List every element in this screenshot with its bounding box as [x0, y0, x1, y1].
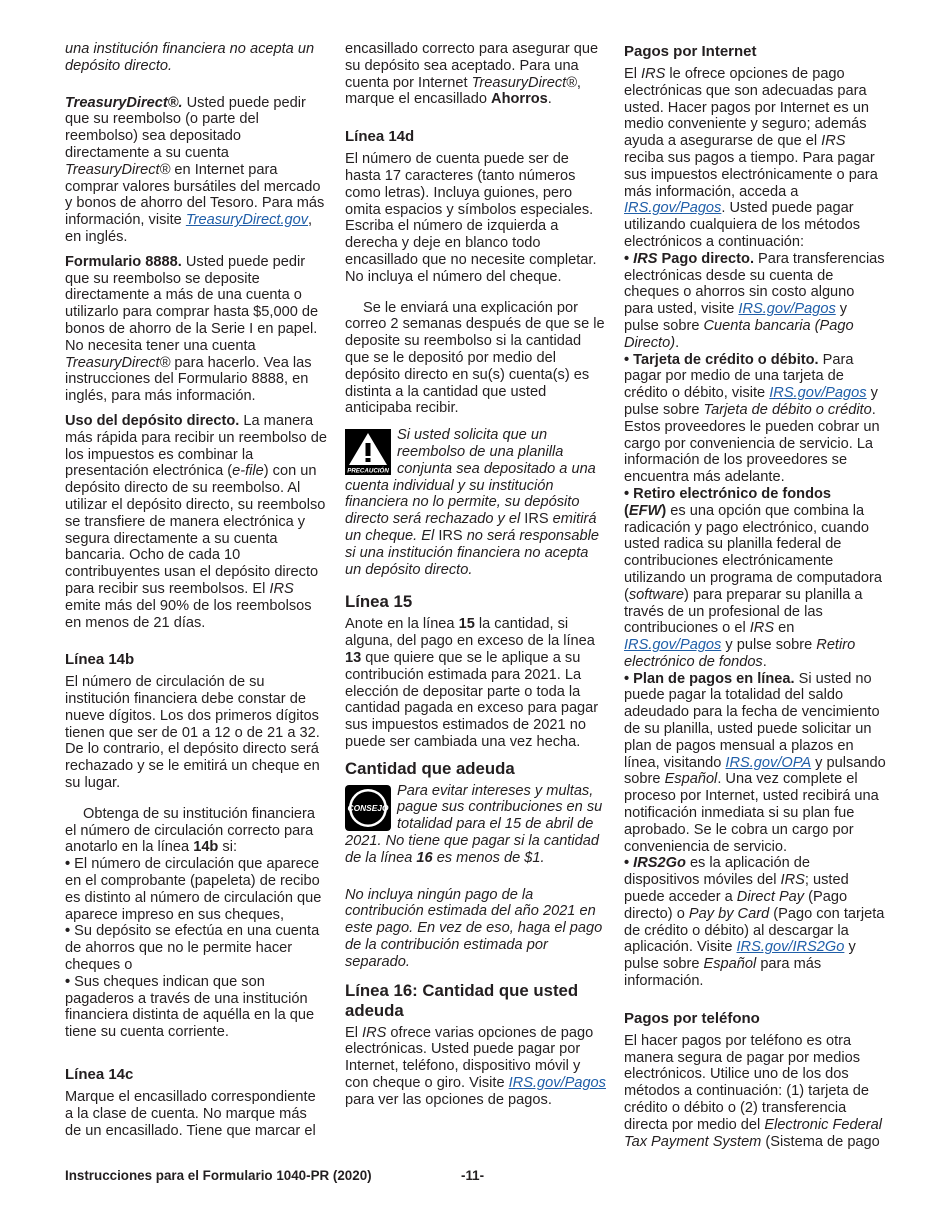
- paragraph: Anote en la línea 15 la cantidad, si alguna, del pago en exceso de la línea 13 que quiere que se le aplique a su contribución estimada para 2021. La elección de depositar parte o toda la cantidad pagada en exceso para pagar sus impuestos estimados de 2021 no puede ser cambiada una vez hecha.: [345, 616, 599, 750]
- paragraph: una institución financiera no acepta un depósito directo.: [65, 41, 315, 74]
- heading-line-16: Línea 16: Cantidad que usted adeuda: [345, 980, 579, 1020]
- paragraph: El hacer pagos por teléfono es otra manera segura de pagar por medios electrónicos. Utilice uno de los dos métodos a continuación: (1) tarjeta de crédito o débito o (2) transferencia directa por medio del Electronic Federal Tax Payment System (Sistema de pago: [624, 1032, 882, 1150]
- treasurydirect-link[interactable]: TreasuryDirect.gov: [185, 212, 309, 229]
- list-item: • Sus cheques indican que son pagaderos a través de una institución financiera distinta de aquélla en la que tiene su cuenta corriente.: [65, 974, 327, 1041]
- irs-pagos-link[interactable]: IRS.gov/Pagos: [624, 200, 722, 217]
- heading-internet-payments: Pagos por Internet: [624, 43, 757, 60]
- list-item-irs2go: • IRS2Go es la aplicación de dispositivos móviles del IRS; usted puede acceder a Direct Pay (Pago directo) o Pay by Card (Pago con tarjeta de crédito o débito) al descargar la aplicación. Visite IRS.gov/IRS2Go y pulse sobre Español para más información.: [624, 855, 886, 989]
- heading-phone-payments: Pagos por teléfono: [624, 1009, 760, 1027]
- paragraph: El número de cuenta puede ser de hasta 17 caracteres (tanto números como letras). Incluya guiones, pero omita espacios y símbolos especiales. Escriba el número de izquierda a derecha y deje en blanco todo encasillado que no necesite completar. No incluya el número del cheque.: [345, 151, 597, 285]
- heading-amount-owed: Cantidad que adeuda: [345, 758, 515, 778]
- list-item-direct-pay: • IRS Pago directo. Para transferencias electrónicas desde su cuenta de cheques o ahorros sin costo alguno para usted, visite IRS.gov/Pagos y pulse sobre Cuenta bancaria (Pago Directo).: [624, 251, 886, 352]
- heading-line-14c: Línea 14c: [65, 1066, 134, 1084]
- caution-icon: [345, 429, 391, 475]
- footer-title: Instrucciones para el Formulario 1040-PR (2020): [65, 1168, 372, 1183]
- paragraph-direct-deposit: Uso del depósito directo. La manera más rápida para recibir un reembolso de los impuestos es combinar la presentación electrónica (e-file) con un depósito directo de su reembolso. Al utilizar el depósito directo, su reembolso se transfiere de manera electrónica y segura directamente a su cuenta bancaria. Ocho de cada 10 contribuyentes usan el depósito directo para recibir sus reembolsos. El IRS emite más del 90% de los reembolsos en menos de 21 días.: [65, 412, 328, 631]
- svg-text:CONSEJO: CONSEJO: [347, 802, 389, 813]
- svg-text:PRECAUCIÓN: PRECAUCIÓN: [347, 467, 389, 475]
- heading-line-14d: Línea 14d: [345, 128, 415, 146]
- caution-note: PRECAUCIÓN Si usted solicita que un reembolso de una planilla conjunta sea depositado a una cuenta individual y su institución financiera no lo permite, su depósito directo será rechazado y el IRS emitirá un cheque. El IRS no será responsable si una institución financiera no acepta un depósito directo.: [345, 427, 599, 578]
- column-1: [65, 41, 327, 1147]
- column-3: [624, 41, 886, 1158]
- page-number: -11-: [461, 1168, 485, 1183]
- paragraph: El número de circulación de su institución financiera debe constar de nueve dígitos. Los dos primeros dígitos tienen que ser de 01 a 12 o de 21 a 32. De lo contrario, el depósito directo será rechazado y se le emitirá un cheque en su lugar.: [65, 674, 320, 792]
- paragraph: Marque el encasillado correspondiente a la clase de cuenta. No marque más de un encasillado. Tiene que marcar el: [65, 1089, 316, 1139]
- heading-line-14b: Línea 14b: [65, 651, 135, 669]
- paragraph: Obtenga de su institución financiera el número de circulación correcto para anotarlo en la línea 14b si:: [65, 805, 316, 856]
- tip-note: CONSEJO Para evitar intereses y multas, pague sus contribuciones en su totalidad para el 15 de abril de 2021. No tiene que pagar si la cantidad de la línea 16 es menos de $1.: [345, 782, 603, 866]
- list-item: • El número de circulación que aparece en el comprobante (papeleta) de recibo es distinto al número de circulación que aparece impreso en sus cheques,: [65, 856, 327, 923]
- page-footer: [65, 1168, 885, 1186]
- irs-pagos-link[interactable]: IRS.gov/Pagos: [508, 1075, 606, 1092]
- paragraph: El IRS ofrece varias opciones de pago electrónicas. Usted puede pagar por Internet, teléfono, dispositivo móvil y con cheque o giro. Visite IRS.gov/Pagos para ver las opciones de pagos.: [345, 1024, 606, 1108]
- paragraph: encasillado correcto para asegurar que su depósito sea aceptado. Para una cuenta por Internet TreasuryDirect®, marque el encasillado Ahorros.: [345, 41, 599, 108]
- list-item-card: • Tarjeta de crédito o débito. Para pagar por medio de una tarjeta de crédito o débito, visite IRS.gov/Pagos y pulse sobre Tarjeta de débito o crédito. Estos proveedores le pueden cobrar un cargo por conveniencia de servicio. La información de los proveedores se encuentra más adelante.: [624, 352, 886, 486]
- list-item-efw: • Retiro electrónico de fondos (EFW) es una opción que combina la radicación y pago electrónico, cuando usted radica su planilla federal de contribuciones electrónicamente utilizando un programa de computadora (software) para preparar su planilla a través de un profesional de las contribuciones o el IRS en IRS.gov/Pagos y pulse sobre Retiro electrónico de fondos.: [624, 486, 886, 671]
- paragraph-form-8888: Formulario 8888. Usted puede pedir que su reembolso se deposite directamente a más de una cuenta o utilizarlo para comprar hasta $5,000 de bonos de ahorro de la Serie I en papel. No necesita tener una cuenta TreasuryDirect® para hacerlo. Vea las instrucciones del Formulario 8888, en inglés, para más información.: [65, 253, 319, 405]
- list-item: • Su depósito se efectúa en una cuenta de ahorros que no le permite hacer cheques o: [65, 923, 327, 973]
- paragraph: No incluya ningún pago de la contribución estimada del año 2021 en este pago. En vez de eso, haga el pago de la contribución estimada por separado.: [345, 886, 603, 970]
- column-2: [345, 41, 607, 1117]
- heading-line-15: Línea 15: [345, 592, 413, 612]
- paragraph: Se le enviará una explicación por correo 2 semanas después de que se le deposite su reembolso si la cantidad que se le depositó por medio del depósito directo en su(s) cuenta(s) es distinta a la cantidad que usted anticipaba recibir.: [345, 299, 605, 417]
- tip-icon: [345, 785, 391, 831]
- paragraph: El IRS le ofrece opciones de pago electrónicas que son adecuadas para usted. Hacer pagos por Internet es un medio conveniente y seguro; además ayuda a asegurarse de que el IRS reciba sus pagos a tiempo. Para pagar sus impuestos electrónicamente o para más información, acceda a IRS.gov/Pagos. Usted puede pagar utilizando cualquiera de los métodos electrónicos a continuación:: [624, 66, 878, 250]
- irs-opa-link[interactable]: IRS.gov/OPA: [725, 754, 812, 771]
- irs-pagos-link[interactable]: IRS.gov/Pagos: [738, 301, 836, 318]
- paragraph-treasurydirect: TreasuryDirect®. Usted puede pedir que su reembolso (o parte del reembolso) sea depositado directamente a su cuenta TreasuryDirect® en Internet para comprar valores bursátiles del mercado y bonos de ahorro del Tesoro. Para más información, visite TreasuryDirect.gov, en inglés.: [65, 94, 325, 245]
- irs-pagos-link[interactable]: IRS.gov/Pagos: [769, 385, 867, 402]
- irs-pagos-link[interactable]: IRS.gov/Pagos: [624, 637, 722, 654]
- irs2go-link[interactable]: IRS.gov/IRS2Go: [736, 939, 845, 956]
- list-item-payment-plan: • Plan de pagos en línea. Si usted no puede pagar la totalidad del saldo adeudado para la fecha de vencimiento de su planilla, usted puede solicitar un plan de pagos mensual a plazos en línea, visitando IRS.gov/OPA y pulsando sobre Español. Una vez complete el proceso por Internet, usted recibirá una notificación inmediata si su plan fue aprobado. Se le cobra un cargo por conveniencia de servicio.: [624, 671, 886, 856]
